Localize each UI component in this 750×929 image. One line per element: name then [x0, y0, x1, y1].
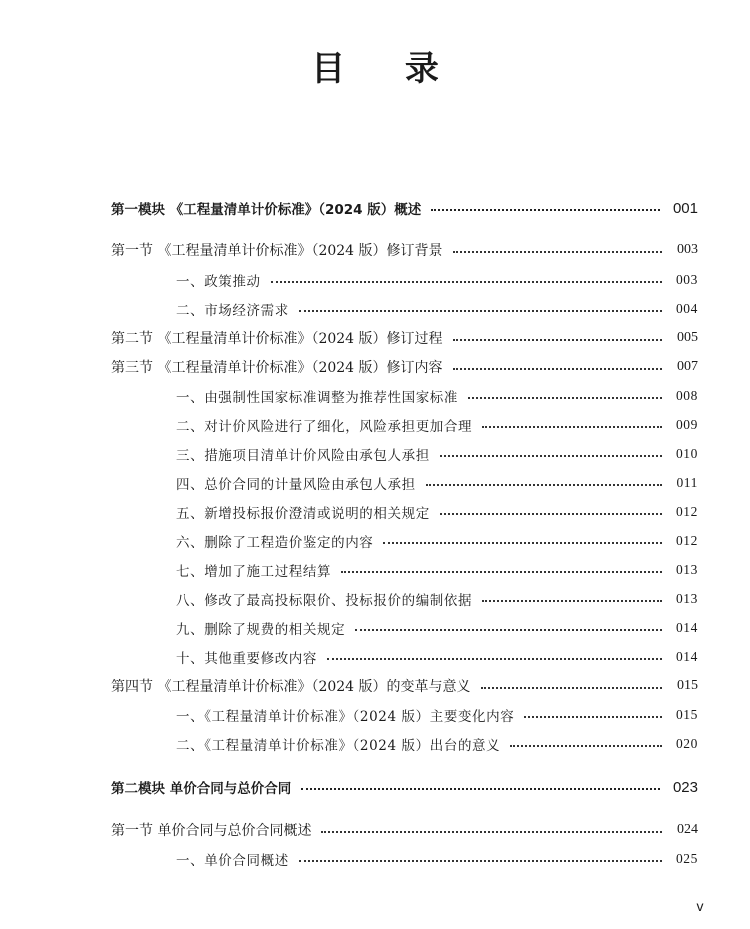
toc-entry-page: 011	[676, 475, 698, 490]
toc-entry[interactable]	[176, 530, 698, 552]
toc-entry-label: 第一节 《工程量清单计价标准》（2024 版）修订背景	[111, 243, 443, 259]
toc-entry-page: 012	[675, 504, 698, 519]
toc-entry-label: 六、删除了工程造价鉴定的内容	[176, 535, 374, 551]
dot-leader	[426, 484, 662, 486]
toc-entry-label: 三、措施项目清单计价风险由承包人承担	[176, 448, 430, 464]
toc-entry[interactable]	[176, 269, 698, 291]
toc-entry-page: 001	[672, 199, 698, 217]
toc-entry-page: 014	[675, 649, 698, 664]
dot-leader	[482, 600, 662, 602]
toc-entry-page: 008	[675, 388, 698, 403]
toc-entry-page: 015	[675, 707, 698, 722]
page-title: 目 录	[311, 49, 463, 89]
toc-entry[interactable]	[111, 327, 698, 349]
dot-leader	[453, 251, 662, 253]
toc-entry-label: 四、总价合同的计量风险由承包人承担	[176, 477, 416, 493]
toc-entry-label: 二、《工程量清单计价标准》（2024 版）出台的意义	[176, 738, 501, 754]
toc-entry[interactable]	[176, 733, 698, 755]
toc-entry-page: 023	[672, 778, 698, 796]
toc-entry-label: 第四节 《工程量清单计价标准》（2024 版）的变革与意义	[111, 679, 471, 695]
toc-entry[interactable]	[111, 675, 698, 697]
toc-entry[interactable]	[111, 239, 698, 261]
dot-leader	[355, 629, 662, 631]
dot-leader	[299, 860, 662, 862]
toc-entry-label: 第一节 单价合同与总价合同概述	[111, 823, 312, 839]
toc-entry-label: 七、增加了施工过程结算	[176, 564, 332, 580]
toc-entry-page: 012	[675, 533, 698, 548]
toc-entry[interactable]	[176, 704, 698, 726]
dot-leader	[299, 310, 662, 312]
toc-entry-page: 003	[675, 272, 698, 287]
toc-entry-label: 九、删除了规费的相关规定	[176, 622, 346, 638]
dot-leader	[431, 209, 660, 211]
dot-leader	[481, 687, 662, 689]
toc-entry-page: 014	[675, 620, 698, 635]
toc-entry-label: 第二节 《工程量清单计价标准》（2024 版）修订过程	[111, 331, 443, 347]
toc-entry-label: 第一模块 《工程量清单计价标准》（2024 版）概述	[111, 202, 422, 218]
dot-leader	[271, 281, 662, 283]
toc-entry-page: 015	[677, 678, 698, 693]
dot-leader	[453, 368, 662, 370]
toc-entry-label: 五、新增投标报价澄清或说明的相关规定	[176, 506, 430, 522]
toc-entry-label: 一、单价合同概述	[176, 853, 289, 869]
toc-entry-page: 013	[675, 562, 698, 577]
toc-entry-page: 003	[677, 242, 698, 257]
toc-entry-label: 第三节 《工程量清单计价标准》（2024 版）修订内容	[111, 360, 443, 376]
toc-entry-label: 二、市场经济需求	[176, 303, 289, 319]
toc-entry[interactable]	[176, 501, 698, 523]
dot-leader	[341, 571, 662, 573]
toc-entry-page: 004	[675, 301, 698, 316]
toc-entry[interactable]	[176, 646, 698, 668]
toc-entry[interactable]	[111, 776, 698, 798]
toc-entry[interactable]	[176, 472, 698, 494]
toc-entry-label: 一、政策推动	[176, 274, 261, 290]
toc-entry-page: 020	[675, 736, 698, 751]
toc-entry[interactable]	[111, 819, 698, 841]
toc-entry[interactable]	[176, 559, 698, 581]
toc-entry-page: 025	[675, 851, 698, 866]
toc-entry[interactable]	[176, 588, 698, 610]
toc-entry[interactable]	[176, 617, 698, 639]
toc-entry-page: 024	[677, 822, 698, 837]
toc-entry-label: 第二模块 单价合同与总价合同	[111, 781, 292, 797]
toc-entry[interactable]	[176, 443, 698, 465]
toc-entry[interactable]	[176, 414, 698, 436]
dot-leader	[482, 426, 662, 428]
toc-entry-label: 十、其他重要修改内容	[176, 651, 317, 667]
dot-leader	[327, 658, 662, 660]
dot-leader	[321, 831, 662, 833]
dot-leader	[510, 745, 662, 747]
dot-leader	[440, 455, 662, 457]
dot-leader	[383, 542, 662, 544]
dot-leader	[301, 788, 660, 790]
toc-entry-page: 005	[677, 330, 698, 345]
dot-leader	[453, 339, 662, 341]
toc-entry-page: 010	[675, 446, 698, 461]
dot-leader	[524, 716, 662, 718]
toc-entry[interactable]	[111, 356, 698, 378]
toc-entry[interactable]	[176, 385, 698, 407]
toc-entry[interactable]	[176, 298, 698, 320]
toc-entry-label: 一、《工程量清单计价标准》（2024 版）主要变化内容	[176, 709, 515, 725]
toc-entry-label: 一、由强制性国家标准调整为推荐性国家标准	[176, 390, 458, 406]
toc-entry-page: 009	[675, 417, 698, 432]
toc-entry-page: 013	[675, 591, 698, 606]
dot-leader	[440, 513, 662, 515]
dot-leader	[468, 397, 662, 399]
toc-entry-label: 二、对计价风险进行了细化，风险承担更加合理	[176, 419, 473, 435]
toc-entry-page: 007	[677, 359, 698, 374]
toc-entry[interactable]	[176, 848, 698, 870]
toc-entry[interactable]	[111, 197, 698, 219]
page-number: v	[696, 898, 704, 914]
toc-entry-label: 八、修改了最高投标限价、投标报价的编制依据	[176, 593, 473, 609]
